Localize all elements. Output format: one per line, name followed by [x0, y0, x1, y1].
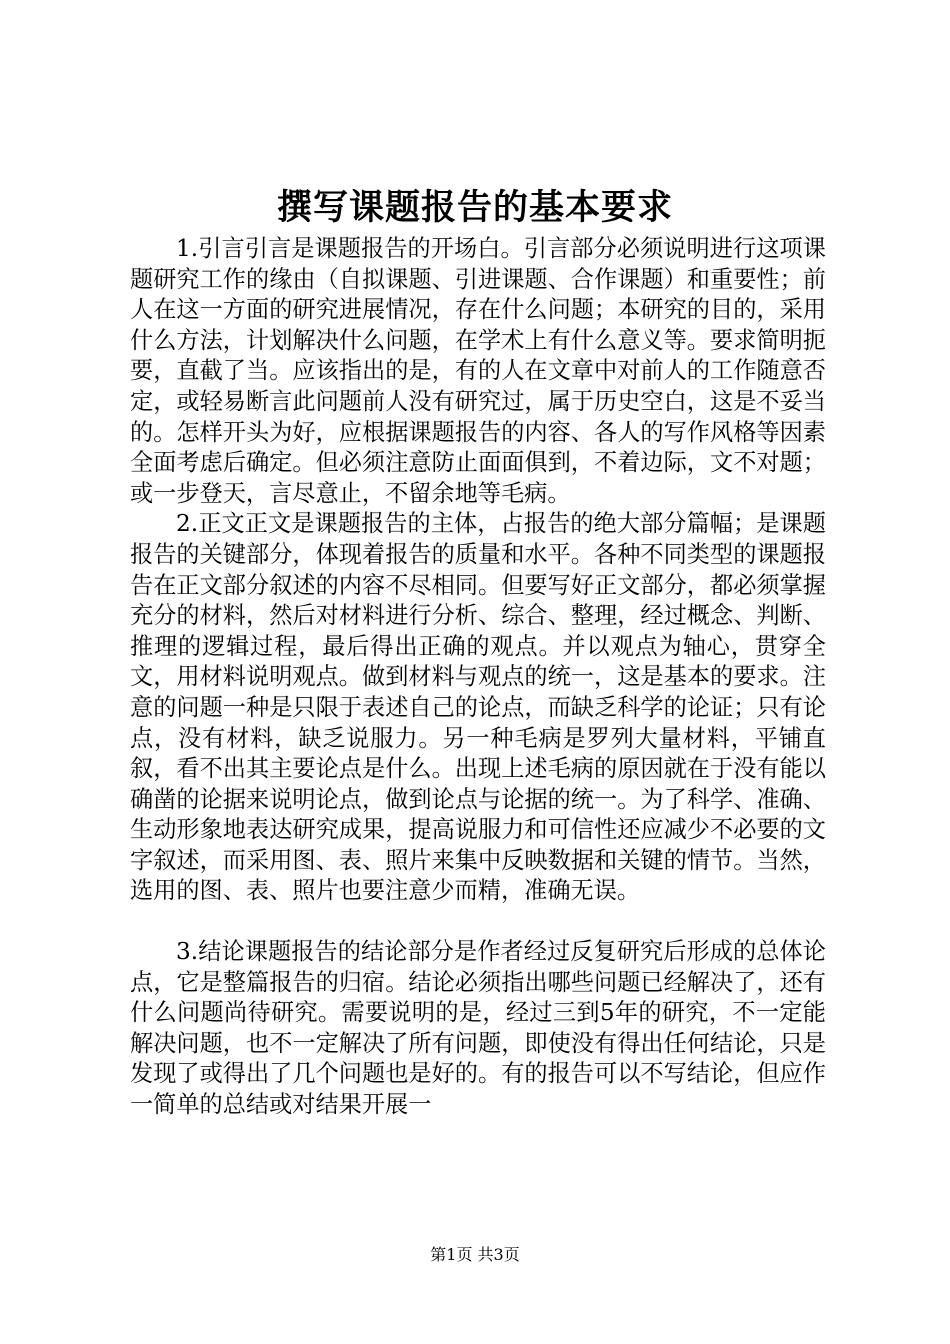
document-title: 撰写课题报告的基本要求 — [276, 187, 673, 228]
document-body — [130, 234, 826, 1121]
paragraph-introduction: 1.引言引言是课题报告的开场白。引言部分必须说明进行这项课题研究工作的缘由（自拟课题、引进课题、合作课题）和重要性；前人在这一方面的研究进展情况，存在什么问题；本研究的目的，采用什么方法，计划解决什么问题，在学术上有什么意义等。要求简明扼要，直截了当。应该指出的是，有的人在文章中对前人的工作随意否定，或轻易断言此问题前人没有研究过，属于历史空白，这是不妥当的。怎样开头为好，应根据课题报告的内容、各人的写作风格等因素全面考虑后确定。但必须注意防止面面俱到，不着边际，文不对题；或一步登天，言尽意止，不留余地等毛病。 — [130, 235, 826, 507]
page-footer: 第1页 共3页 — [430, 1245, 520, 1264]
paragraph-conclusion: 3.结论课题报告的结论部分是作者经过反复研究后形成的总体论点，它是整篇报告的归宿。结论必须指出哪些问题已经解决了，还有什么问题尚待研究。需要说明的是，经过三到5年的研究，不一定能解决问题，也不一定解决了所有问题，即使没有得出任何结论，只是发现了或得出了几个问题也是好的。有的报告可以不写结论，但应作一简单的总结或对结果开展一 — [130, 938, 826, 1119]
paragraph-main-text: 2.正文正文是课题报告的主体，占报告的绝大部分篇幅；是课题报告的关键部分，体现着报告的质量和水平。各种不同类型的课题报告在正文部分叙述的内容不尽相同。但要写好正文部分，都必须掌握充分的材料，然后对材料进行分析、综合、整理，经过概念、判断、推理的逻辑过程，最后得出正确的观点。并以观点为轴心，贯穿全文，用材料说明观点。做到材料与观点的统一，这是基本的要求。注意的问题一种是只限于表述自己的论点，而缺乏科学的论证；只有论点，没有材料，缺乏说服力。另一种毛病是罗列大量材料，平铺直叙，看不出其主要论点是什么。出现上述毛病的原因就在于没有能以确凿的论据来说明论点，做到论点与论据的统一。为了科学、准确、生动形象地表达研究成果，提高说服力和可信性还应减少不必要的文字叙述，而采用图、表、照片来集中反映数据和关键的情节。当然，选用的图、表、照片也要注意少而精，准确无误。 — [130, 510, 826, 905]
